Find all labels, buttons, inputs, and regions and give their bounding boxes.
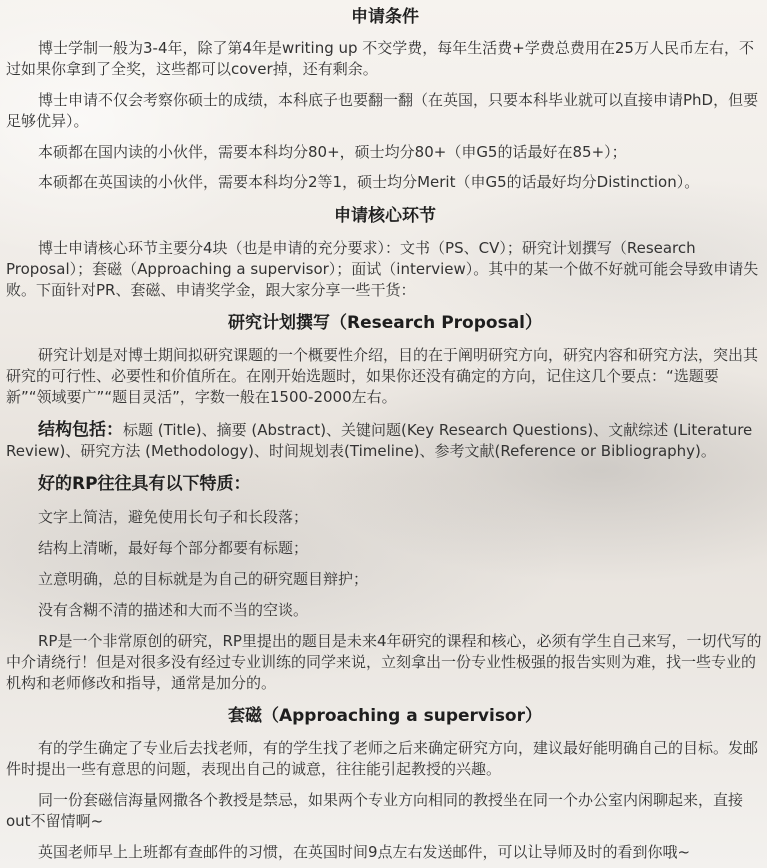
good-rp-item-2: 结构上清晰，最好每个部分都要有标题； — [38, 539, 309, 557]
paragraph-good-rp-lead — [6, 474, 764, 495]
section-title-approaching-supervisor: 套磁（Approaching a supervisor） — [227, 706, 542, 726]
paragraph-uk: 本硕都在英国读的小伙伴，需要本科均分2等1，硕士均分Merit（申G5的话最好均分Distinction）。 — [38, 173, 700, 191]
section-title-application-requirements: 申请条件 — [351, 7, 419, 27]
structure-text: 标题 (Title)、摘要 (Abstract)、关键问题(Key Research Questions)、文献综述 (Literature Review)、研究方法 (Methodology)、时间规划表(Timeline)、参考文献(Reference or Bibliography)。 — [6, 421, 753, 460]
good-rp-item-4: 没有含糊不清的描述和大而不当的空谈。 — [38, 601, 309, 619]
paragraph-core-steps: 博士申请核心环节主要分4块（也是申请的充分要求）：文书（PS、CV）；研究计划撰写（Research Proposal）；套磁（Approaching a supervisor）；面试（interview）。其中的某一个做不好就可能会导致申请失败。下面针对PR、套磁、申请奖学金，跟大家分享一些干货： — [6, 239, 759, 299]
paragraph-rp-intro: 研究计划是对博士期间拟研究课题的一个概要性介绍，目的在于阐明研究方向，研究内容和研究方法，突出其研究的可行性、必要性和价值所在。在刚开始选题时，如果你还没有确定的方向，记住这几个要点：“选题要新”“领域要广”“题目灵活”，字数一般在1500-2000左右。 — [6, 346, 759, 406]
good-rp-item-1: 文字上简洁，避免使用长句子和长段落； — [38, 508, 309, 526]
good-rp-lead: 好的RP往往具有以下特质： — [38, 474, 251, 494]
paragraph-rp-structure — [6, 420, 764, 462]
paragraph-rp-originality: RP是一个非常原创的研究，RP里提出的题目是未来4年研究的课程和核心，必须有学生自己来写，一切代写的中介请绕行！但是对很多没有经过专业训练的同学来说，立刻拿出一份专业性极强的报告实则为难，找一些专业的机构和老师修改和指导，通常是加分的。 — [6, 632, 762, 692]
section-title-core-steps: 申请核心环节 — [334, 206, 436, 226]
paragraph-supervisor-goal: 有的学生确定了专业后去找老师，有的学生找了老师之后来确定研究方向，建议最好能明确自己的目标。发邮件时提出一些有意思的问题，表现出自己的诚意，往往能引起教授的兴趣。 — [6, 739, 759, 778]
paragraph-supervisor-timing: 英国老师早上上班都有查邮件的习惯，在英国时间9点左右发送邮件，可以让导师及时的看到你哦~ — [38, 843, 691, 861]
paragraph-tuition: 博士学制一般为3-4年，除了第4年是writing up 不交学费，每年生活费+学费总费用在25万人民币左右，不过如果你拿到了全奖，这些都可以cover掉，还有剩余。 — [6, 39, 754, 78]
paragraph-supervisor-taboo: 同一份套磁信海量网撒各个教授是禁忌，如果两个专业方向相同的教授坐在同一个办公室内闲聊起来，直接out不留情啊~ — [6, 791, 744, 830]
paragraph-domestic: 本硕都在国内读的小伙伴，需要本科均分80+，硕士均分80+（申G5的话最好在85+）； — [38, 143, 627, 161]
good-rp-item-3: 立意明确，总的目标就是为自己的研究题目辩护； — [38, 570, 369, 588]
section-title-research-proposal: 研究计划撰写（Research Proposal） — [227, 313, 542, 333]
paragraph-grades: 博士申请不仅会考察你硕士的成绩，本科底子也要翻一翻（在英国，只要本科毕业就可以直接申请PhD，但要足够优异）。 — [6, 91, 759, 130]
structure-lead: 结构包括： — [38, 420, 123, 440]
